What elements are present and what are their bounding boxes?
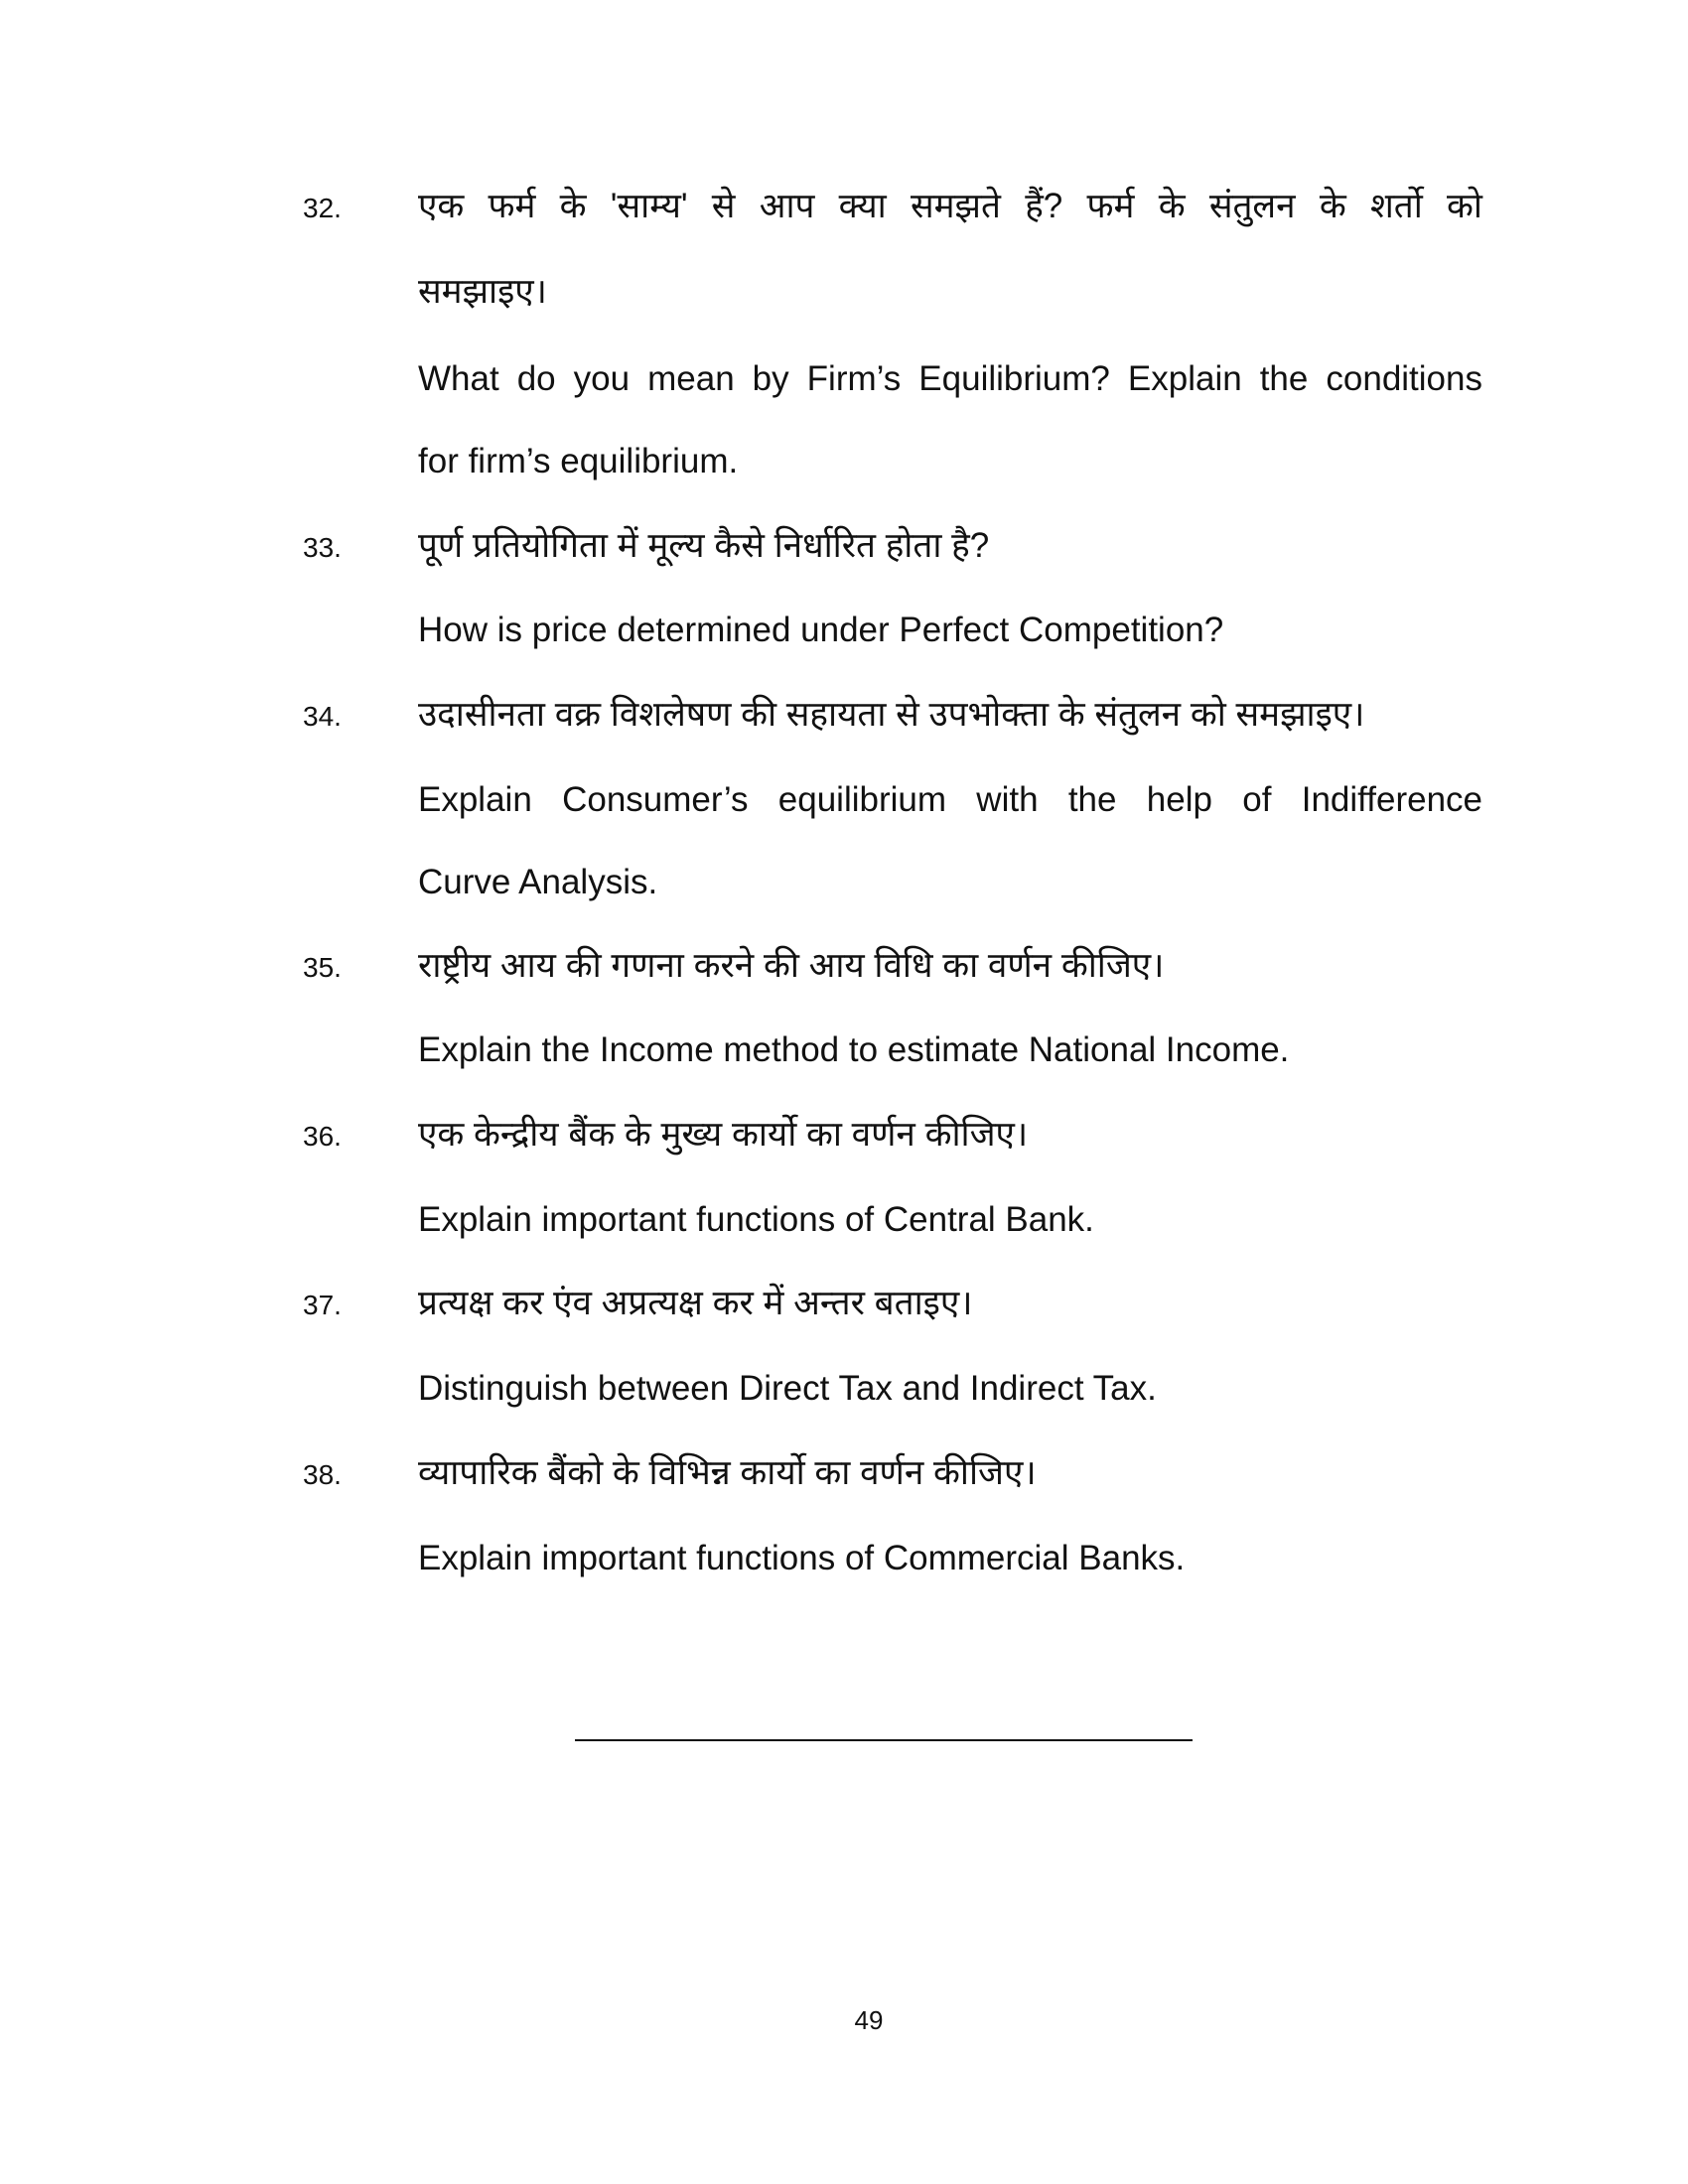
question-hindi-line: उदासीनता वक्र विशलेषण की सहायता से उपभोक्ता के संतुलन को समझाइए। — [418, 695, 1365, 734]
question-number: 35. — [303, 952, 342, 983]
question-english-line: Explain important functions of Central Bank. — [418, 1200, 1094, 1239]
question-hindi-line: राष्ट्रीय आय की गणना करने की आय विधि का वर्णन कीजिए। — [418, 946, 1165, 985]
end-divider — [575, 1739, 1193, 1741]
question-hindi-line: एक फर्म के 'साम्य' से आप क्या समझते हैं? फर्म के संतुलन के शर्तो को — [418, 187, 1482, 225]
question-number: 34. — [303, 701, 342, 732]
question-number: 32. — [303, 193, 342, 223]
question-english-line: Explain important functions of Commercial Banks. — [418, 1539, 1186, 1577]
question-hindi-line: पूर्ण प्रतियोगिता में मूल्य कैसे निर्धारित होता है? — [418, 526, 990, 565]
question-number: 37. — [303, 1290, 342, 1320]
question-english-line: Explain the Income method to estimate National Income. — [418, 1030, 1290, 1069]
page-number: 49 — [854, 2005, 884, 2035]
question-english-line: How is price determined under Perfect Competition? — [418, 611, 1224, 649]
question-english-line: Distinguish between Direct Tax and Indirect Tax. — [418, 1369, 1157, 1408]
question-hindi-line: प्रत्यक्ष कर एंव अप्रत्यक्ष कर में अन्तर बताइए। — [418, 1284, 973, 1322]
question-number: 38. — [303, 1459, 342, 1490]
question-number: 36. — [303, 1121, 342, 1152]
question-english-line: What do you mean by Firm’s Equilibrium? Explain the conditions — [418, 359, 1482, 398]
question-english-line: Explain Consumer’s equilibrium with the help of Indifference — [418, 780, 1482, 819]
question-english-line: for firm’s equilibrium. — [418, 442, 739, 480]
question-hindi-line: समझाइए। — [418, 272, 547, 311]
question-number: 33. — [303, 532, 342, 563]
question-english-line: Curve Analysis. — [418, 863, 658, 901]
question-hindi-line: व्यापारिक बैंको के विभिन्न कार्यो का वर्णन कीजिए। — [418, 1453, 1037, 1492]
question-hindi-line: एक केन्द्रीय बैंक के मुख्य कार्यो का वर्णन कीजिए। — [418, 1115, 1029, 1154]
